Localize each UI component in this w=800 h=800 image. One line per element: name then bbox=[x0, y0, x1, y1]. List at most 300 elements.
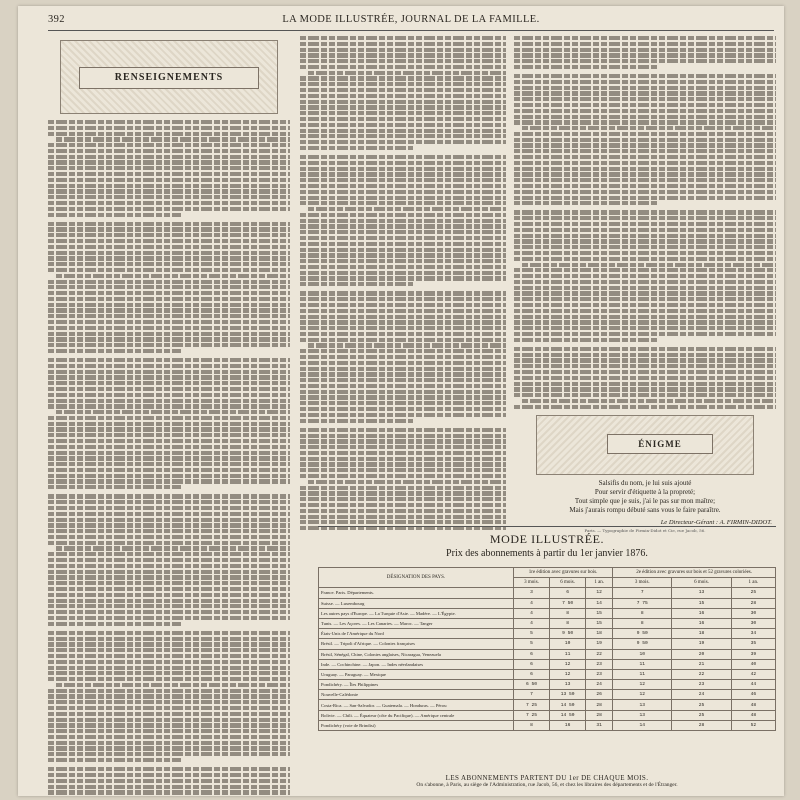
country-cell: Brésil. — Tripoli d'Afrique. — Colonies françaises bbox=[319, 639, 514, 649]
price-cell: 30 bbox=[731, 618, 775, 628]
text-line bbox=[308, 207, 506, 211]
price-cell: 11 bbox=[550, 649, 586, 659]
text-line bbox=[300, 111, 506, 115]
text-line bbox=[48, 599, 290, 603]
text-line bbox=[300, 503, 506, 507]
text-line bbox=[514, 326, 776, 330]
price-cell: 12 bbox=[586, 588, 613, 598]
country-cell: Brésil, Sénégal, Chine, Colonies anglaises, Nicaragua, Venezuela bbox=[319, 649, 514, 659]
text-line bbox=[48, 474, 290, 478]
price-cell: 12 bbox=[613, 690, 672, 700]
text-line bbox=[514, 138, 776, 142]
price-cell: 28 bbox=[586, 710, 613, 720]
text-line bbox=[48, 303, 290, 307]
text-line bbox=[300, 213, 506, 217]
text-line bbox=[514, 280, 776, 284]
abonnements-section bbox=[318, 532, 776, 731]
text-line bbox=[48, 654, 290, 658]
text-line bbox=[514, 216, 776, 220]
text-line bbox=[48, 375, 290, 379]
text-line bbox=[48, 143, 290, 147]
price-cell: 19 bbox=[586, 639, 613, 649]
country-cell: Uruguay. — Paraguay. — Mexique bbox=[319, 669, 514, 679]
text-line bbox=[48, 666, 290, 670]
price-cell: 48 bbox=[731, 710, 775, 720]
text-line bbox=[48, 642, 290, 646]
text-line bbox=[300, 326, 506, 330]
text-line bbox=[300, 349, 506, 353]
text-line bbox=[300, 82, 506, 86]
price-cell: 42 bbox=[731, 669, 775, 679]
price-cell: 7 bbox=[613, 588, 672, 598]
text-line bbox=[48, 723, 290, 727]
price-cell: 6 bbox=[550, 588, 586, 598]
text-line bbox=[300, 134, 506, 138]
text-line bbox=[48, 622, 181, 626]
text-line bbox=[522, 126, 776, 130]
footer-address: On s'abonne, à Paris, au siège de l'Administration, rue Jacob, 56, et chez les libraires des départements et de l'Étranger. bbox=[416, 782, 678, 788]
text-line bbox=[48, 785, 290, 789]
text-line bbox=[514, 59, 776, 63]
text-line bbox=[300, 155, 506, 159]
country-cell: Bolivie. — Chili. — Équateur (côte du Pacifique). — Amérique centrale bbox=[319, 710, 514, 720]
text-line bbox=[514, 353, 776, 357]
text-line bbox=[514, 303, 776, 307]
text-line bbox=[514, 115, 776, 119]
text-line bbox=[300, 184, 506, 188]
text-line bbox=[48, 233, 290, 237]
text-line bbox=[48, 773, 290, 777]
price-cell: 4 bbox=[514, 608, 550, 618]
text-line bbox=[48, 485, 181, 489]
price-cell: 6 bbox=[514, 669, 550, 679]
text-line bbox=[300, 378, 506, 382]
text-line bbox=[514, 291, 776, 295]
text-line bbox=[300, 146, 413, 150]
text-line bbox=[514, 364, 776, 368]
text-line bbox=[48, 291, 290, 295]
text-line bbox=[300, 117, 506, 121]
text-line bbox=[300, 407, 506, 411]
text-line bbox=[48, 610, 290, 614]
text-line bbox=[300, 486, 506, 490]
price-cell: 26 bbox=[586, 690, 613, 700]
enigme-verse bbox=[514, 479, 776, 515]
text-line bbox=[514, 184, 776, 188]
text-line bbox=[300, 100, 506, 104]
journal-title: LA MODE ILLUSTRÉE, JOURNAL DE LA FAMILLE. bbox=[282, 14, 540, 25]
text-line bbox=[48, 660, 290, 664]
abonnements-subtitle: Prix des abonnements à partir du 1er janvier 1876. bbox=[446, 548, 648, 559]
text-line bbox=[48, 166, 290, 170]
text-line bbox=[300, 439, 506, 443]
text-line bbox=[48, 779, 290, 783]
text-line bbox=[48, 767, 290, 771]
text-line bbox=[300, 53, 506, 57]
text-line bbox=[48, 735, 290, 739]
text-line bbox=[48, 500, 290, 504]
price-cell: 7 50 bbox=[550, 598, 586, 608]
text-line bbox=[48, 552, 290, 556]
text-line bbox=[514, 387, 776, 391]
price-cell: 24 bbox=[672, 690, 731, 700]
text-line bbox=[48, 364, 290, 368]
col-country-header: DÉSIGNATION DES PAYS. bbox=[319, 568, 514, 588]
price-cell: 4 bbox=[514, 618, 550, 628]
text-line bbox=[300, 265, 506, 269]
text-line bbox=[56, 546, 290, 550]
text-line bbox=[56, 683, 290, 687]
text-line bbox=[300, 76, 506, 80]
price-cell: 25 bbox=[731, 588, 775, 598]
price-cell: 28 bbox=[586, 700, 613, 710]
text-line bbox=[300, 59, 506, 63]
text-line bbox=[56, 137, 290, 141]
text-line bbox=[514, 120, 776, 124]
text-line bbox=[48, 564, 290, 568]
price-cell: 15 bbox=[672, 598, 731, 608]
country-cell: Les autres pays d'Europe. — La Turquie d'Asie. — Madère. — L'Égypte. bbox=[319, 608, 514, 618]
text-line bbox=[300, 36, 506, 40]
price-cell: 6 bbox=[514, 659, 550, 669]
text-line bbox=[514, 222, 776, 226]
text-line bbox=[48, 587, 290, 591]
price-cell: 12 bbox=[550, 659, 586, 669]
country-cell: France. Paris. Départements. bbox=[319, 588, 514, 598]
text-line bbox=[300, 161, 506, 165]
text-line bbox=[522, 263, 776, 267]
text-line bbox=[300, 428, 506, 432]
text-line bbox=[56, 274, 290, 278]
text-line bbox=[48, 184, 290, 188]
text-line bbox=[300, 468, 506, 472]
text-line bbox=[48, 207, 290, 211]
renseignements-heading: RENSEIGNEMENTS bbox=[79, 67, 259, 89]
text-line bbox=[514, 210, 776, 214]
price-cell: 6 bbox=[514, 649, 550, 659]
price-cell: 16 bbox=[550, 720, 586, 730]
text-line bbox=[308, 71, 506, 75]
text-line bbox=[300, 178, 506, 182]
text-line bbox=[514, 91, 776, 95]
director-signature: Le Directeur-Gérant : A. FIRMIN-DIDOT. bbox=[660, 518, 772, 526]
text-line bbox=[300, 248, 506, 252]
price-cell: 7 25 bbox=[514, 700, 550, 710]
text-line bbox=[48, 245, 290, 249]
period-header: 1 an. bbox=[731, 578, 775, 588]
text-line bbox=[48, 462, 290, 466]
text-line bbox=[48, 120, 290, 124]
text-line bbox=[48, 648, 290, 652]
text-line bbox=[48, 155, 290, 159]
text-line bbox=[300, 315, 506, 319]
text-line bbox=[48, 370, 290, 374]
text-line bbox=[300, 309, 506, 313]
text-line bbox=[300, 390, 506, 394]
footer-notice: LES ABONNEMENTS PARTENT DU 1er DE CHAQUE MOIS. bbox=[445, 774, 649, 782]
text-line bbox=[300, 361, 506, 365]
middle-column-text bbox=[300, 36, 506, 530]
text-line bbox=[514, 393, 776, 397]
text-line bbox=[48, 160, 290, 164]
text-line bbox=[48, 790, 290, 794]
header-rule bbox=[48, 30, 774, 31]
text-line bbox=[514, 332, 776, 336]
text-line bbox=[48, 285, 290, 289]
price-cell: 13 bbox=[613, 700, 672, 710]
text-line bbox=[514, 274, 776, 278]
text-line bbox=[48, 439, 290, 443]
text-line bbox=[300, 242, 506, 246]
text-line bbox=[48, 337, 290, 341]
period-header: 6 mois. bbox=[672, 578, 731, 588]
text-line bbox=[300, 236, 506, 240]
price-cell: 7 75 bbox=[613, 598, 672, 608]
text-line bbox=[514, 190, 776, 194]
text-line bbox=[300, 276, 506, 280]
text-line bbox=[514, 234, 776, 238]
text-line bbox=[48, 581, 290, 585]
text-line bbox=[300, 88, 506, 92]
price-cell: 20 bbox=[672, 649, 731, 659]
price-cell: 15 bbox=[586, 618, 613, 628]
price-cell: 52 bbox=[731, 720, 775, 730]
text-line bbox=[300, 413, 506, 417]
text-line bbox=[48, 593, 290, 597]
price-cell: 3 bbox=[514, 588, 550, 598]
text-line bbox=[514, 53, 776, 57]
period-header: 3 mois. bbox=[613, 578, 672, 588]
price-cell: 22 bbox=[672, 669, 731, 679]
price-cell: 40 bbox=[731, 659, 775, 669]
text-line bbox=[514, 161, 776, 165]
price-cell: 21 bbox=[672, 659, 731, 669]
text-line bbox=[48, 637, 290, 641]
text-line bbox=[300, 445, 506, 449]
text-line bbox=[48, 758, 181, 762]
verse-line: Salsifis du nom, je lui suis ajouté bbox=[598, 478, 692, 487]
price-cell: 5 bbox=[514, 639, 550, 649]
text-line bbox=[300, 297, 506, 301]
text-line bbox=[514, 376, 776, 380]
price-cell: 25 bbox=[672, 700, 731, 710]
column-left bbox=[48, 36, 290, 796]
text-line bbox=[48, 213, 181, 217]
price-cell: 7 bbox=[514, 690, 550, 700]
text-line bbox=[514, 315, 776, 319]
text-line bbox=[514, 132, 776, 136]
abonnements-title: MODE ILLUSTRÉE. bbox=[489, 532, 605, 546]
price-cell: 44 bbox=[731, 680, 775, 690]
text-line bbox=[48, 427, 290, 431]
text-line bbox=[300, 65, 506, 69]
price-cell: 8 bbox=[514, 720, 550, 730]
text-line bbox=[514, 42, 776, 46]
country-cell: Nouvelle-Calédonie bbox=[319, 690, 514, 700]
text-line bbox=[300, 172, 506, 176]
text-line bbox=[300, 515, 506, 519]
price-cell: 16 bbox=[672, 618, 731, 628]
price-cell: 14 bbox=[586, 598, 613, 608]
text-line bbox=[48, 297, 290, 301]
table-row bbox=[319, 588, 776, 598]
text-line bbox=[48, 689, 290, 693]
price-cell: 18 bbox=[586, 629, 613, 639]
text-line bbox=[300, 355, 506, 359]
column-right bbox=[514, 36, 776, 535]
text-line bbox=[48, 399, 290, 403]
text-line bbox=[300, 338, 506, 342]
text-line bbox=[48, 387, 290, 391]
price-cell: 5 bbox=[514, 629, 550, 639]
price-cell: 14 50 bbox=[550, 700, 586, 710]
text-line bbox=[48, 541, 290, 545]
text-line bbox=[514, 347, 776, 351]
text-line bbox=[300, 42, 506, 46]
price-cell: 14 bbox=[613, 720, 672, 730]
text-line bbox=[514, 228, 776, 232]
price-cell: 9 50 bbox=[613, 639, 672, 649]
text-line bbox=[48, 746, 290, 750]
text-line bbox=[48, 700, 290, 704]
text-line bbox=[300, 224, 506, 228]
text-line bbox=[48, 456, 290, 460]
table-row bbox=[319, 700, 776, 710]
price-cell: 46 bbox=[731, 690, 775, 700]
price-table-body bbox=[319, 588, 776, 731]
price-cell: 11 bbox=[613, 669, 672, 679]
period-header: 1 an. bbox=[586, 578, 613, 588]
text-line bbox=[300, 219, 506, 223]
country-cell: Pondichéry (voie de Brindisi) bbox=[319, 720, 514, 730]
price-cell: 13 bbox=[613, 710, 672, 720]
price-cell: 4 bbox=[514, 598, 550, 608]
price-cell: 12 bbox=[550, 669, 586, 679]
text-line bbox=[300, 94, 506, 98]
text-line bbox=[48, 256, 290, 260]
text-line bbox=[514, 178, 776, 182]
text-line bbox=[48, 343, 290, 347]
price-cell: 8 bbox=[613, 608, 672, 618]
text-line bbox=[48, 631, 290, 635]
text-line bbox=[514, 155, 776, 159]
text-line bbox=[48, 393, 290, 397]
price-cell: 22 bbox=[586, 649, 613, 659]
price-cell: 13 bbox=[672, 588, 731, 598]
text-line bbox=[514, 65, 658, 69]
text-line bbox=[300, 372, 506, 376]
verse-line: Tout simple que je suis, j'ai le pas sur mon maître; bbox=[574, 496, 716, 505]
text-line bbox=[48, 326, 290, 330]
text-line bbox=[514, 257, 776, 261]
text-line bbox=[48, 358, 290, 362]
price-cell: 23 bbox=[672, 680, 731, 690]
text-line bbox=[514, 239, 776, 243]
table-row bbox=[319, 669, 776, 679]
country-cell: Costa-Rica. — San-Salvador. — Guatemala. — Honduras. — Pérou bbox=[319, 700, 514, 710]
text-line bbox=[48, 741, 290, 745]
text-line bbox=[48, 332, 290, 336]
text-line bbox=[514, 48, 776, 52]
text-line bbox=[300, 129, 506, 133]
text-line bbox=[300, 384, 506, 388]
text-line bbox=[300, 497, 506, 501]
text-line bbox=[48, 718, 290, 722]
text-line bbox=[514, 297, 776, 301]
text-line bbox=[300, 291, 506, 295]
text-line bbox=[514, 286, 776, 290]
text-line bbox=[514, 201, 658, 205]
price-cell: 23 bbox=[586, 659, 613, 669]
price-cell: 10 bbox=[550, 639, 586, 649]
text-line bbox=[514, 268, 776, 272]
table-row bbox=[319, 639, 776, 649]
text-line bbox=[300, 320, 506, 324]
price-cell: 18 bbox=[672, 629, 731, 639]
text-line bbox=[514, 382, 776, 386]
text-line bbox=[300, 271, 506, 275]
text-line bbox=[514, 36, 776, 40]
text-line bbox=[48, 535, 290, 539]
text-line bbox=[48, 479, 290, 483]
text-line bbox=[514, 309, 776, 313]
text-line bbox=[56, 410, 290, 414]
text-line bbox=[514, 251, 776, 255]
text-line bbox=[48, 178, 290, 182]
text-line bbox=[48, 126, 290, 130]
text-line bbox=[48, 529, 290, 533]
text-line bbox=[48, 451, 290, 455]
text-line bbox=[48, 422, 290, 426]
price-cell: 12 bbox=[613, 680, 672, 690]
text-line bbox=[514, 74, 776, 78]
text-line bbox=[48, 239, 290, 243]
text-line bbox=[48, 506, 290, 510]
price-cell: 11 bbox=[613, 659, 672, 669]
text-line bbox=[300, 367, 506, 371]
renseignements-text bbox=[48, 120, 290, 796]
table-row bbox=[319, 649, 776, 659]
text-line bbox=[514, 80, 776, 84]
text-line bbox=[300, 196, 506, 200]
price-cell: 35 bbox=[731, 639, 775, 649]
text-line bbox=[308, 480, 506, 484]
text-line bbox=[48, 227, 290, 231]
price-cell: 14 50 bbox=[550, 710, 586, 720]
edition2-header: 2e édition avec gravures sur bois et 52 gravures coloriées. bbox=[613, 568, 776, 578]
price-cell: 39 bbox=[731, 649, 775, 659]
price-cell: 9 50 bbox=[550, 629, 586, 639]
period-header: 6 mois. bbox=[550, 578, 586, 588]
text-line bbox=[48, 201, 290, 205]
text-line bbox=[48, 172, 290, 176]
text-line bbox=[300, 474, 506, 478]
text-line bbox=[48, 222, 290, 226]
country-cell: Tunis. — Les Açores. — Les Canaries. — Maroc. — Tanger bbox=[319, 618, 514, 628]
text-line bbox=[48, 694, 290, 698]
text-line bbox=[514, 370, 776, 374]
text-line bbox=[300, 462, 506, 466]
text-line bbox=[48, 416, 290, 420]
text-line bbox=[300, 201, 506, 205]
text-line bbox=[48, 445, 290, 449]
price-cell: 30 bbox=[731, 608, 775, 618]
text-line bbox=[48, 616, 290, 620]
text-line bbox=[300, 167, 506, 171]
text-line bbox=[522, 399, 776, 403]
price-cell: 19 bbox=[672, 639, 731, 649]
text-line bbox=[300, 491, 506, 495]
